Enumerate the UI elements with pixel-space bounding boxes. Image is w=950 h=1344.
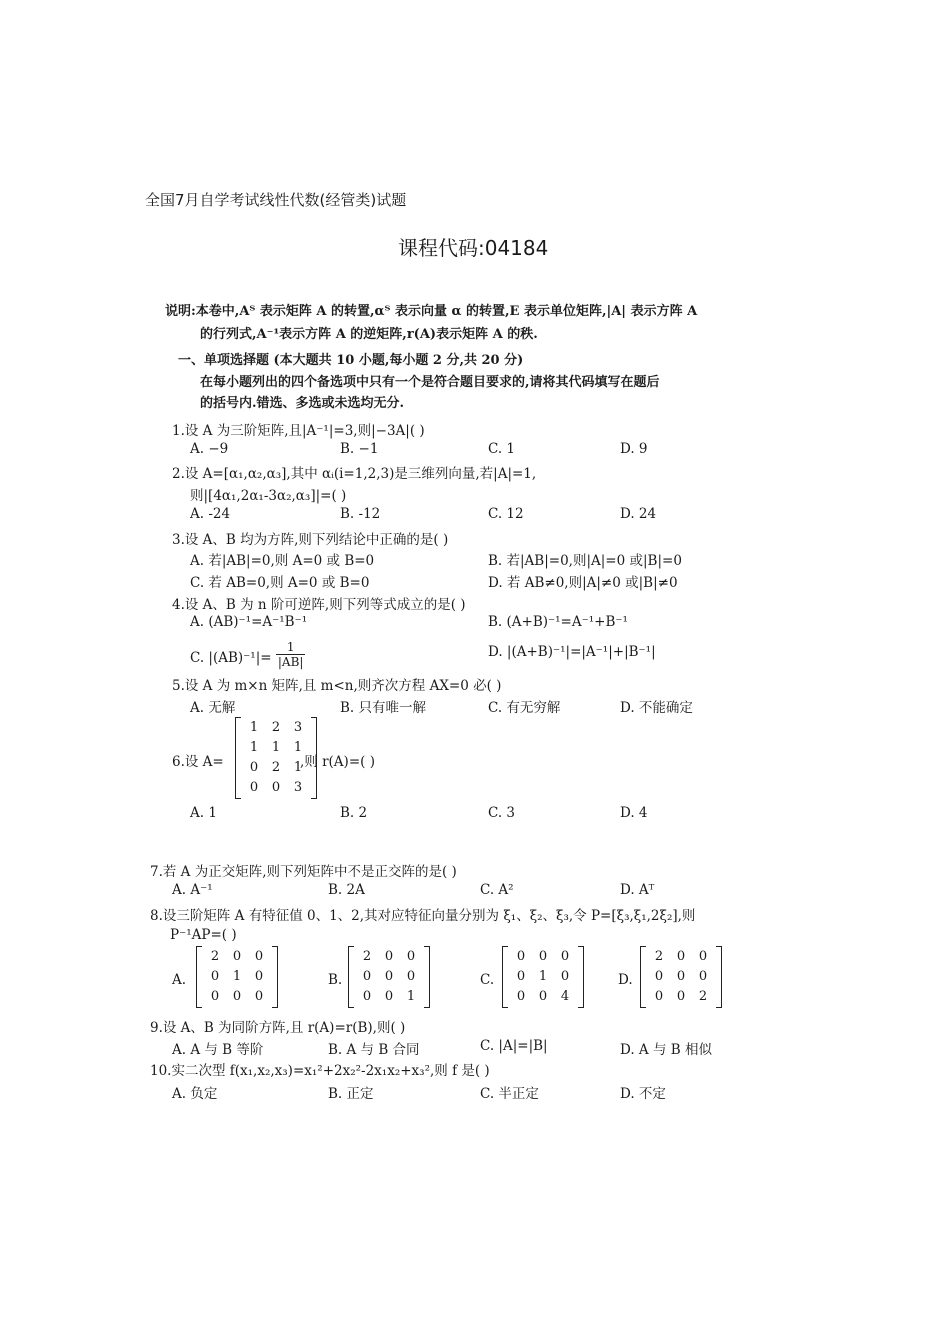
q4-option-c-label: C. |(AB)⁻¹|=: [190, 650, 272, 666]
matrix-cell: 1: [249, 720, 259, 735]
q8-option-a: A.: [172, 972, 187, 988]
matrix-cell: 2: [654, 949, 664, 964]
matrix-cell: 1: [293, 760, 303, 775]
q8-matrix-b: [348, 946, 430, 1008]
q2-option-d: D. 24: [620, 506, 657, 522]
matrix-cell: 0: [676, 949, 686, 964]
matrix-cell: 0: [676, 969, 686, 984]
matrix-cell: 2: [362, 949, 372, 964]
matrix-cell: 0: [384, 969, 394, 984]
matrix-cell: 2: [210, 949, 220, 964]
q10-option-b: B. 正定: [328, 1086, 374, 1102]
question-5-stem: 5.设 A 为 m×n 矩阵,且 m<n,则齐次方程 AX=0 必( ): [172, 678, 502, 694]
matrix-cell: 0: [362, 989, 372, 1004]
matrix-cell: 0: [654, 969, 664, 984]
matrix-bracket-left: [235, 717, 241, 799]
q8-matrix-c: [502, 946, 584, 1008]
q4-option-a: A. (AB)⁻¹=A⁻¹B⁻¹: [190, 614, 308, 630]
document-title: 全国7月自学考试线性代数(经管类)试题: [145, 191, 407, 209]
matrix-cell: 1: [232, 969, 242, 984]
q2-option-c: C. 12: [488, 506, 524, 522]
q1-option-a: A. −9: [190, 441, 229, 457]
matrix-cell: 0: [254, 949, 264, 964]
matrix-bracket-right: [578, 946, 584, 1008]
matrix-cell: 0: [538, 949, 548, 964]
q9-option-d: D. A 与 B 相似: [620, 1042, 712, 1058]
matrix-cell: 3: [293, 780, 303, 795]
question-3-stem: 3.设 A、B 均为方阵,则下列结论中正确的是( ): [172, 532, 449, 548]
q4-option-c: [190, 640, 305, 673]
matrix-cell: 3: [293, 720, 303, 735]
matrix-bracket-left: [640, 946, 646, 1008]
q8-option-c: C.: [480, 972, 495, 988]
q1-option-c: C. 1: [488, 441, 516, 457]
matrix-bracket-left: [196, 946, 202, 1008]
matrix-bracket-right: [424, 946, 430, 1008]
matrix-cell: 0: [384, 949, 394, 964]
question-6-stem: ,则 r(A)=( ): [300, 754, 375, 770]
question-2-stem-cont: 则|[4α₁,2α₁-3α₂,α₃]|=( ): [190, 488, 347, 504]
matrix-bracket-right: [716, 946, 722, 1008]
q8-option-d: D.: [618, 972, 633, 988]
q10-option-a: A. 负定: [172, 1086, 218, 1102]
matrix-cell: 0: [384, 989, 394, 1004]
matrix-cell: 1: [249, 740, 259, 755]
matrix-cell: 0: [232, 989, 242, 1004]
q2-option-a: A. -24: [190, 506, 231, 522]
matrix-cell: 0: [698, 969, 708, 984]
q8-option-b: B.: [328, 972, 343, 988]
q7-option-c: C. A²: [480, 882, 514, 898]
matrix-cell: 0: [516, 989, 526, 1004]
section-heading: 一、单项选择题 (本大题共 10 小题,每小题 2 分,共 20 分): [178, 353, 524, 368]
matrix-cell: 4: [560, 989, 570, 1004]
instructions-line2: 的括号内.错选、多选或未选均无分.: [200, 396, 405, 411]
matrix-cell: 1: [293, 740, 303, 755]
q6-option-c: C. 3: [488, 805, 516, 821]
q1-option-b: B. −1: [340, 441, 379, 457]
q5-option-a: A. 无解: [190, 700, 236, 716]
q3-option-c: C. 若 AB=0,则 A=0 或 B=0: [190, 575, 370, 591]
matrix-cell: 2: [271, 720, 281, 735]
notes-line2: 的行列式,A⁻¹表示方阵 A 的逆矩阵,r(A)表示矩阵 A 的秩.: [200, 327, 538, 342]
q6-option-d: D. 4: [620, 805, 648, 821]
q7-option-a: A. A⁻¹: [172, 882, 213, 898]
matrix-cell: 0: [406, 949, 416, 964]
q8-matrix-a: [196, 946, 278, 1008]
question-1-stem: 1.设 A 为三阶矩阵,且|A⁻¹|=3,则|−3A|( ): [172, 423, 425, 439]
matrix-cell: 0: [516, 969, 526, 984]
instructions-line1: 在每小题列出的四个备选项中只有一个是符合题目要求的,请将其代码填写在题后: [200, 375, 660, 390]
matrix-cell: 2: [271, 760, 281, 775]
q7-option-b: B. 2A: [328, 882, 365, 898]
question-4-stem: 4.设 A、B 为 n 阶可逆阵,则下列等式成立的是( ): [172, 597, 466, 613]
matrix-cell: 0: [406, 969, 416, 984]
q3-option-b: B. 若|AB|=0,则|A|=0 或|B|=0: [488, 553, 682, 569]
q3-option-d: D. 若 AB≠0,则|A|≠0 或|B|≠0: [488, 575, 678, 591]
matrix-cell: 0: [516, 949, 526, 964]
q9-option-b: B. A 与 B 合同: [328, 1042, 420, 1058]
matrix-cell: 0: [254, 969, 264, 984]
matrix-cell: 0: [362, 969, 372, 984]
matrix-cell: 0: [560, 949, 570, 964]
matrix-bracket-right: [272, 946, 278, 1008]
question-9-stem: 9.设 A、B 为同阶方阵,且 r(A)=r(B),则( ): [150, 1020, 406, 1036]
q2-option-b: B. -12: [340, 506, 381, 522]
notes-line1: 说明:本卷中,Aᵀ 表示矩阵 A 的转置,αᵀ 表示向量 α 的转置,E 表示单位矩阵,|A| 表示方阵 A: [165, 304, 698, 319]
matrix-cell: 0: [232, 949, 242, 964]
q4-option-b: B. (A+B)⁻¹=A⁻¹+B⁻¹: [488, 614, 628, 630]
matrix-cell: 0: [249, 760, 259, 775]
q10-option-d: D. 不定: [620, 1086, 666, 1102]
matrix-bracket-left: [502, 946, 508, 1008]
q8-matrix-d: [640, 946, 722, 1008]
q10-option-c: C. 半正定: [480, 1086, 539, 1102]
q4-fraction-denominator: |AB|: [277, 655, 304, 669]
matrix-cell: 0: [538, 989, 548, 1004]
question-7-stem: 7.若 A 为正交矩阵,则下列矩阵中不是正交阵的是( ): [150, 864, 457, 880]
q9-option-a: A. A 与 B 等阶: [172, 1042, 264, 1058]
matrix-cell: 0: [560, 969, 570, 984]
matrix-cell: 0: [210, 969, 220, 984]
question-6-label: 6.设 A=: [172, 754, 224, 770]
q5-option-d: D. 不能确定: [620, 700, 693, 716]
matrix-cell: 0: [210, 989, 220, 1004]
question-2-stem: 2.设 A=[α₁,α₂,α₃],其中 αᵢ(i=1,2,3)是三维列向量,若|A|=1,: [172, 466, 537, 482]
q1-option-d: D. 9: [620, 441, 648, 457]
matrix-cell: 0: [654, 989, 664, 1004]
q5-option-c: C. 有无穷解: [488, 700, 561, 716]
course-code: 课程代码:04184: [398, 236, 549, 260]
q4-fraction-numerator: 1: [276, 640, 306, 655]
question-8-stem-cont: P⁻¹AP=( ): [170, 927, 237, 943]
matrix-cell: 0: [254, 989, 264, 1004]
matrix-cell: 1: [538, 969, 548, 984]
matrix-cell: 2: [698, 989, 708, 1004]
matrix-cell: 1: [271, 740, 281, 755]
q7-option-d: D. Aᵀ: [620, 882, 655, 898]
matrix-bracket-left: [348, 946, 354, 1008]
q3-option-a: A. 若|AB|=0,则 A=0 或 B=0: [190, 553, 375, 569]
q4-option-d: D. |(A+B)⁻¹|=|A⁻¹|+|B⁻¹|: [488, 644, 656, 660]
matrix-cell: 1: [406, 989, 416, 1004]
matrix-cell: 0: [676, 989, 686, 1004]
q6-option-b: B. 2: [340, 805, 368, 821]
q6-option-a: A. 1: [190, 805, 217, 821]
matrix-cell: 0: [271, 780, 281, 795]
matrix-cell: 0: [249, 780, 259, 795]
q9-option-c: C. |A|=|B|: [480, 1038, 548, 1054]
question-10-stem: 10.实二次型 f(x₁,x₂,x₃)=x₁²+2x₂²-2x₁x₂+x₃²,则 f 是( ): [150, 1063, 490, 1079]
question-8-stem: 8.设三阶矩阵 A 有特征值 0、1、2,其对应特征向量分别为 ξ₁、ξ₂、ξ₃,令 P=[ξ₃,ξ₁,2ξ₂],则: [150, 908, 696, 924]
q5-option-b: B. 只有唯一解: [340, 700, 427, 716]
matrix-cell: 0: [698, 949, 708, 964]
